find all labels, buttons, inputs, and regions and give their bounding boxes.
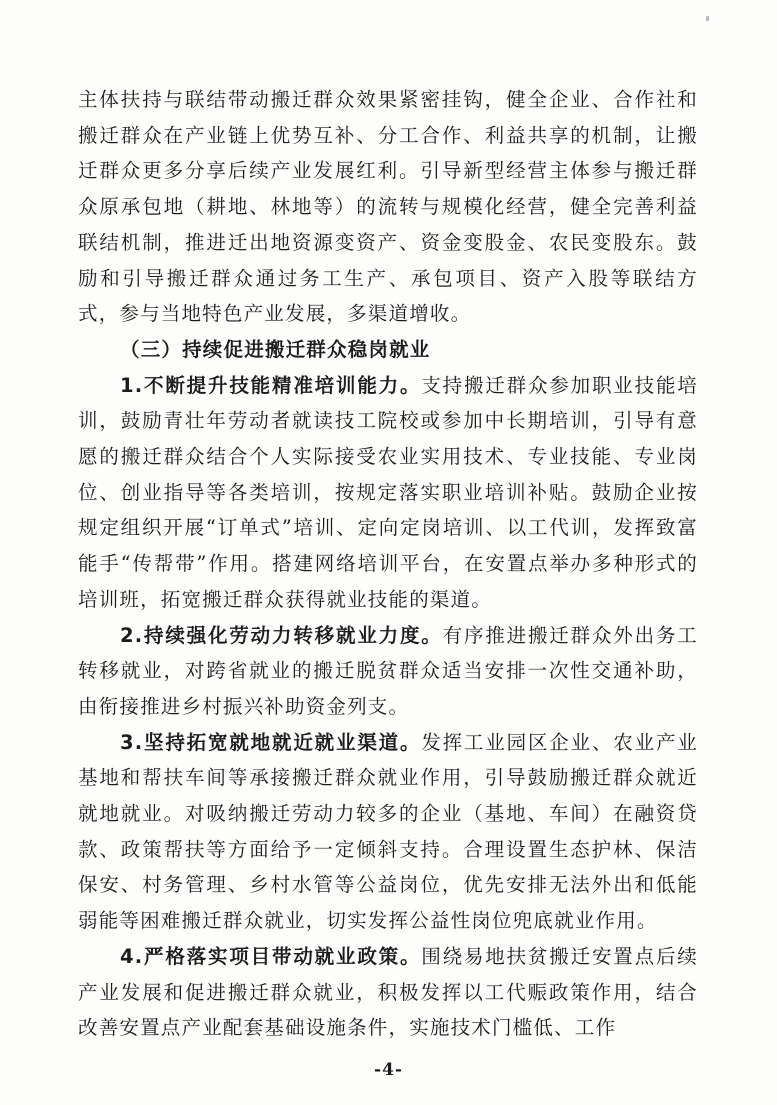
item-lead: 2.持续强化劳动力转移就业力度。 <box>120 623 443 647</box>
section-heading: （三）持续促进搬迁群众稳岗就业 <box>120 337 431 361</box>
item-body: 有序推进搬迁群众外出务工转移就业，对跨省就业的搬迁脱贫群众适当安排一次性交通补助，由衔接推进乡村振兴补助资金列支。 <box>78 623 698 718</box>
item-lead: 4.严格落实项目带动就业政策。 <box>120 944 422 968</box>
list-item <box>78 618 698 725</box>
list-item <box>78 725 698 939</box>
item-body: 围绕易地扶贫搬迁安置点后续产业发展和促进搬迁群众就业，积极发挥以工代赈政策作用，结合改善安置点产业配套基础设施条件，实施技术门槛低、工作 <box>78 944 698 1040</box>
list-item <box>78 368 698 618</box>
page-number: -4- <box>374 1060 403 1080</box>
item-body: 支持搬迁群众参加职业技能培训，鼓励青壮年劳动者就读技工院校或参加中长期培训，引导有意愿的搬迁群众结合个人实际接受农业实用技术、专业技能、专业岗位、创业指导等各类培训，按规定落实职业培训补贴。鼓励企业按规定组织开展“订单式”培训、定向定岗培训、以工代训，发挥致富能手“传帮带”作用。搭建网络培训平台，在安置点举办多种形式的培训班，拓宽搬迁群众获得就业技能的渠道。 <box>78 373 698 611</box>
opening-paragraph: 主体扶持与联结带动搬迁群众效果紧密挂钩，健全企业、合作社和搬迁群众在产业链上优势互补、分工合作、利益共享的机制，让搬迁群众更多分享后续产业发展红利。引导新型经营主体参与搬迁群众原承包地（耕地、林地等）的流转与规模化经营，健全完善利益联结机制，推进迁出地资源变资产、资金变股金、农民变股东。鼓励和引导搬迁群众通过务工生产、承包项目、资产入股等联结方式，参与当地特色产业发展，多渠道增收。 <box>78 88 698 326</box>
scan-speck <box>706 16 709 21</box>
body-text <box>78 82 698 1046</box>
item-body: 发挥工业园区企业、农业产业基地和帮扶车间等承接搬迁群众就业作用，引导鼓励搬迁群众就近就地就业。对吸纳搬迁劳动力较多的企业（基地、车间）在融资贷款、政策帮扶等方面给予一定倾斜支持。合理设置生态护林、保洁保安、村务管理、乡村水管等公益岗位，优先安排无法外出和低能弱能等困难搬迁群众就业，切实发挥公益性岗位兜底就业作用。 <box>78 730 698 933</box>
item-lead: 1.不断提升技能精准培训能力。 <box>120 373 422 397</box>
list-item <box>78 939 698 1046</box>
item-lead: 3.坚持拓宽就地就近就业渠道。 <box>120 730 422 754</box>
